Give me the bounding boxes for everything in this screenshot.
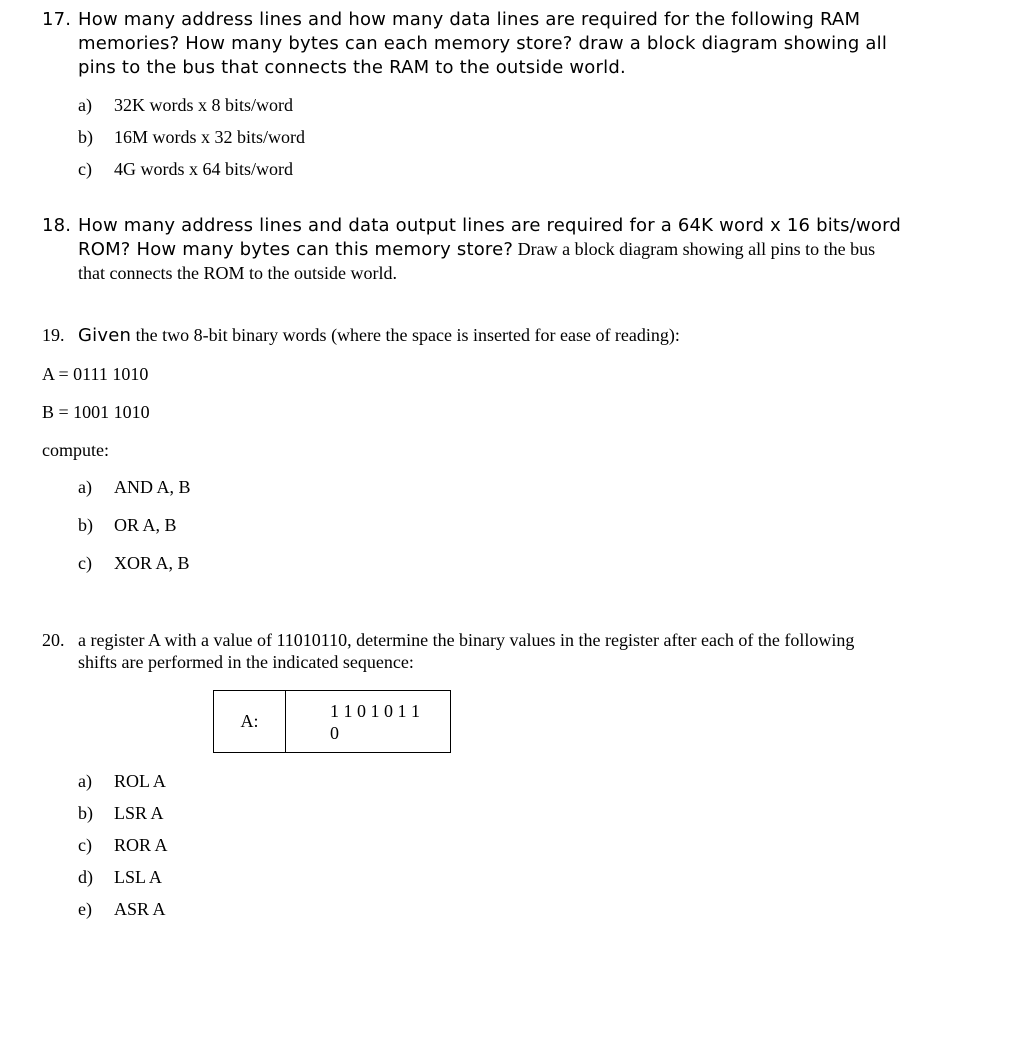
q18-text-line1: How many address lines and data output lines are required for a 64K word x 16 bits/word bbox=[78, 215, 902, 236]
q20-text bbox=[78, 629, 854, 673]
q20-number: 20. bbox=[42, 630, 65, 650]
q20-item-b: b) LSR A bbox=[78, 803, 164, 823]
q17-item-a: a) 32K words x 8 bits/word bbox=[78, 95, 293, 115]
q17-text bbox=[78, 8, 887, 80]
register-value bbox=[286, 691, 451, 753]
q19-number: 19. bbox=[42, 325, 65, 345]
q19-item-c: c) XOR A, B bbox=[78, 553, 190, 573]
register-value-line1: 1 1 0 1 0 1 1 bbox=[330, 700, 420, 721]
q17-item-b: b) 16M words x 32 bits/word bbox=[78, 127, 306, 147]
q20-item-e: e) ASR A bbox=[78, 899, 166, 919]
q19-item-b: b) OR A, B bbox=[78, 515, 177, 535]
q19-lead: Given the two 8-bit binary words (where the space is inserted for ease of reading): bbox=[78, 325, 680, 346]
q17-text-line3: pins to the bus that connects the RAM to the outside world. bbox=[78, 57, 626, 78]
q20-item-a: a) ROL A bbox=[78, 771, 166, 791]
q20-text-line2: shifts are performed in the indicated sequence: bbox=[78, 652, 414, 672]
q19-compute-label: compute: bbox=[42, 440, 109, 460]
register-table bbox=[213, 690, 451, 753]
q18-text bbox=[78, 214, 901, 284]
q18-number: 18. bbox=[42, 215, 72, 236]
q20-item-d: d) LSL A bbox=[78, 867, 162, 887]
q17-text-line1: How many address lines and how many data lines are required for the following RAM bbox=[78, 9, 861, 30]
q20-text-line1: a register A with a value of 11010110, determine the binary values in the register after each of the following bbox=[78, 630, 855, 650]
q18-text-line3: that connects the ROM to the outside world. bbox=[78, 263, 397, 283]
q17-number: 17. bbox=[42, 9, 72, 30]
q19-item-a: a) AND A, B bbox=[78, 477, 191, 497]
q17-item-c: c) 4G words x 64 bits/word bbox=[78, 159, 293, 179]
q19-b-value: B = 1001 1010 bbox=[42, 402, 150, 422]
q18-text-line2: ROM? How many bytes can this memory store? Draw a block diagram showing all pins to the bus bbox=[78, 239, 876, 260]
q20-item-c: c) ROR A bbox=[78, 835, 168, 855]
register-label: A: bbox=[214, 691, 286, 753]
q19-a-value: A = 0111 1010 bbox=[42, 364, 149, 384]
register-value-line2: 0 bbox=[330, 722, 339, 743]
q17-text-line2: memories? How many bytes can each memory store? draw a block diagram showing all bbox=[78, 33, 888, 54]
